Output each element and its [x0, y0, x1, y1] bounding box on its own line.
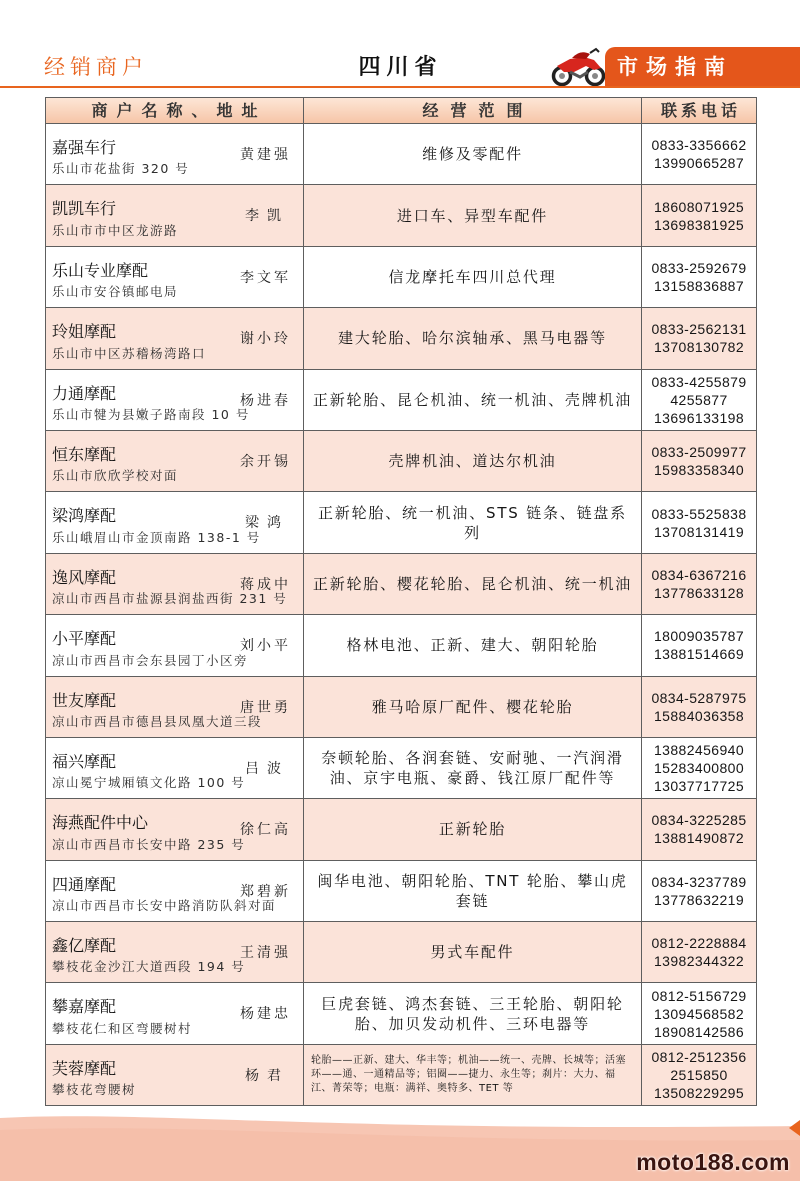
phone-cell	[642, 247, 757, 308]
business-scope-cell	[304, 370, 642, 431]
business-scope: 正新轮胎、樱花轮胎、昆仑机油、统一机油	[312, 574, 633, 593]
phone-number: 13990665287	[653, 155, 745, 172]
phone-number: 15983358340	[653, 462, 745, 479]
business-scope-cell	[304, 308, 642, 369]
phone-number: 0833-3356662	[651, 137, 747, 154]
phone-number: 13982344322	[653, 953, 745, 970]
table-row	[46, 492, 757, 553]
section-tab: 市场指南	[605, 47, 800, 88]
dealer-info-cell	[46, 738, 304, 799]
dealer-info-cell	[46, 983, 304, 1044]
phone-cell	[642, 983, 757, 1044]
dealer-info-cell	[46, 922, 304, 983]
table-row	[46, 738, 757, 799]
phone-number: 0812-5156729	[651, 987, 747, 1004]
dealer-address: 凉山市西昌市会东县园丁小区旁	[52, 652, 249, 668]
dealer-address: 乐山市中区苏稽杨湾路口	[52, 345, 207, 361]
page-header	[0, 0, 800, 92]
dealer-name: 凯凯车行	[52, 199, 117, 219]
dealer-contact-person: 梁鸿	[245, 515, 289, 532]
dealer-name: 鑫亿摩配	[52, 936, 117, 956]
business-scope: 壳牌机油、道达尔机油	[388, 452, 557, 471]
table-header-row	[46, 98, 757, 124]
business-scope: 信龙摩托车四川总代理	[388, 267, 557, 286]
dealer-address: 攀枝花金沙江大道西段 194 号	[52, 959, 246, 975]
dealer-address: 凉山市西昌市盐源县润盐西街 231 号	[52, 591, 288, 607]
dealer-info-cell	[46, 861, 304, 922]
table-row	[46, 615, 757, 676]
phone-cell	[642, 554, 757, 615]
dealer-name: 福兴摩配	[52, 751, 117, 771]
dealer-address: 凉山冕宁城厢镇文化路 100 号	[52, 775, 246, 791]
dealer-contact-person: 杨进春	[240, 392, 291, 409]
phone-number: 2515850	[670, 1067, 728, 1084]
business-scope: 雅马哈原厂配件、樱花轮胎	[371, 697, 574, 716]
dealer-info-cell	[46, 615, 304, 676]
dealer-contact-person: 黄建强	[240, 147, 291, 163]
dealer-info-cell	[46, 799, 304, 860]
dealer-name: 玲姐摩配	[52, 322, 117, 342]
business-scope: 男式车配件	[430, 943, 515, 962]
dealer-name: 四通摩配	[52, 874, 117, 894]
business-scope-cell	[304, 799, 642, 860]
dealer-contact-person: 王清强	[240, 945, 291, 962]
dealer-name: 乐山专业摩配	[52, 260, 149, 280]
phone-cell	[642, 492, 757, 553]
dealer-address: 乐山峨眉山市金顶南路 138-1 号	[52, 529, 261, 545]
dealer-name: 力通摩配	[52, 383, 117, 403]
dealer-address: 攀枝花仁和区弯腰树村	[52, 1020, 193, 1036]
dealer-info-cell	[46, 431, 304, 492]
business-scope-cell	[304, 615, 642, 676]
dealer-name: 嘉强车行	[52, 138, 117, 157]
dealer-contact-person: 杨建忠	[240, 1006, 291, 1023]
dealer-name: 海燕配件中心	[52, 813, 149, 833]
phone-cell	[642, 1045, 757, 1106]
dealer-address: 凉山市西昌市德昌县凤凰大道三段	[52, 713, 263, 729]
phone-number: 13094568582	[653, 1005, 745, 1022]
dealer-name: 芙蓉摩配	[52, 1058, 117, 1078]
column-header-name-address: 商户名称、地址	[46, 98, 304, 124]
phone-number: 18608071925	[653, 198, 745, 215]
phone-cell	[642, 738, 757, 799]
business-scope: 格林电池、正新、建大、朝阳轮胎	[346, 636, 599, 655]
phone-number: 0833-4255879	[651, 373, 747, 390]
table-row	[46, 922, 757, 983]
table-row	[46, 431, 757, 492]
business-scope-cell	[304, 983, 642, 1044]
dealer-address: 攀枝花弯腰树	[52, 1082, 137, 1098]
phone-number: 13708131419	[653, 523, 745, 540]
business-scope-cell	[304, 554, 642, 615]
business-scope-cell	[304, 247, 642, 308]
table-row	[46, 677, 757, 738]
section-label: 经销商户	[44, 55, 148, 79]
table-body	[46, 124, 757, 1106]
table-row	[46, 554, 757, 615]
dealer-address: 乐山市犍为县嫩子路南段 10 号	[52, 406, 250, 422]
dealer-contact-person: 唐世勇	[240, 699, 291, 716]
business-scope: 建大轮胎、哈尔滨轴承、黑马电器等	[338, 329, 607, 348]
dealer-contact-person: 李凯	[245, 208, 289, 225]
dealer-name: 小平摩配	[52, 629, 117, 649]
table-row	[46, 308, 757, 369]
phone-number: 18908142586	[653, 1023, 745, 1040]
table-row	[46, 370, 757, 431]
province-title: 四川省	[358, 55, 443, 80]
dealer-contact-person: 徐仁高	[240, 822, 291, 839]
dealer-name: 逸风摩配	[52, 567, 117, 587]
business-scope-cell	[304, 1045, 642, 1106]
phone-number: 13037717725	[653, 778, 745, 795]
business-scope-cell	[304, 738, 642, 799]
phone-cell	[642, 431, 757, 492]
dealer-contact-person: 吕波	[245, 760, 289, 777]
phone-cell	[642, 308, 757, 369]
phone-number: 13778632219	[653, 891, 745, 908]
phone-number: 13882456940	[653, 742, 745, 759]
motorcycle-icon	[550, 44, 606, 88]
phone-cell	[642, 861, 757, 922]
table-row	[46, 799, 757, 860]
business-scope-cell	[304, 185, 642, 246]
dealer-contact-person: 蒋成中	[240, 576, 291, 593]
business-scope: 正新轮胎、昆仑机油、统一机油、壳牌机油	[312, 390, 633, 409]
phone-number: 13708130782	[653, 339, 745, 356]
phone-number: 0834-3225285	[651, 812, 747, 829]
phone-number: 13881514669	[653, 646, 745, 663]
phone-cell	[642, 922, 757, 983]
phone-cell	[642, 799, 757, 860]
phone-number: 13698381925	[653, 216, 745, 233]
business-scope-cell	[304, 124, 642, 185]
dealer-contact-person: 余开锡	[240, 453, 291, 470]
table-row	[46, 1045, 757, 1106]
phone-number: 0833-2509977	[651, 444, 747, 461]
site-url: moto188.com	[636, 1149, 790, 1175]
table-row	[46, 185, 757, 246]
dealer-contact-person: 郑碧新	[240, 883, 291, 900]
dealer-address: 乐山市花盐街 320 号	[52, 161, 190, 177]
dealer-contact-person: 刘小平	[240, 638, 291, 655]
business-scope: 闽华电池、朝阳轮胎、TNT 轮胎、攀山虎套链	[317, 871, 628, 910]
dealer-info-cell	[46, 124, 304, 185]
dealer-info-cell	[46, 554, 304, 615]
dealer-info-cell	[46, 492, 304, 553]
business-scope-cell	[304, 677, 642, 738]
table-row	[46, 124, 757, 185]
table-row	[46, 247, 757, 308]
dealer-address: 乐山市市中区龙游路	[52, 222, 179, 238]
column-header-business-scope: 经营范围	[304, 98, 642, 124]
dealer-name: 梁鸿摩配	[52, 506, 117, 526]
phone-number: 0812-2512356	[651, 1049, 747, 1066]
business-scope: 巨虎套链、鸿杰套链、三王轮胎、朝阳轮胎、加贝发动机件、三环电器等	[321, 994, 624, 1033]
table-row	[46, 983, 757, 1044]
business-scope: 轮胎——正新、建大、华丰等；机油——统一、壳牌、长城等；活塞环——通、一通精品等；铝圈——捷力、永生等；刹片：大力、福江、菁荣等；电瓶：满祥、奥特多、TET 等	[311, 1055, 626, 1095]
dealer-contact-person: 谢小玲	[240, 331, 291, 348]
phone-number: 0834-5287975	[651, 689, 747, 706]
phone-cell	[642, 677, 757, 738]
dealer-name: 恒东摩配	[52, 444, 117, 464]
phone-number: 13881490872	[653, 830, 745, 847]
dealer-info-cell	[46, 185, 304, 246]
business-scope-cell	[304, 861, 642, 922]
dealer-contact-person: 杨君	[245, 1067, 289, 1084]
dealer-info-cell	[46, 677, 304, 738]
business-scope: 维修及零配件	[422, 145, 523, 164]
business-scope: 正新轮胎	[438, 820, 507, 839]
business-scope: 进口车、异型车配件	[396, 206, 549, 225]
business-scope: 正新轮胎、统一机油、STS 链条、链盘系列	[318, 503, 627, 542]
phone-number: 0833-2592679	[651, 259, 747, 276]
dealer-contact-person: 李文军	[240, 269, 291, 286]
phone-number: 13778633128	[653, 584, 745, 601]
business-scope-cell	[304, 431, 642, 492]
business-scope-cell	[304, 492, 642, 553]
dealer-name: 世友摩配	[52, 690, 117, 710]
phone-number: 0834-6367216	[651, 566, 747, 583]
dealer-info-cell	[46, 370, 304, 431]
phone-number: 0812-2228884	[651, 935, 747, 952]
dealer-address: 乐山市欣欣学校对面	[52, 468, 179, 484]
phone-number: 13696133198	[653, 409, 745, 426]
dealer-address: 乐山市安谷镇邮电局	[52, 284, 179, 300]
phone-cell	[642, 124, 757, 185]
phone-number: 13508229295	[653, 1085, 745, 1102]
phone-cell	[642, 615, 757, 676]
phone-number: 18009035787	[653, 628, 745, 645]
dealer-table	[45, 97, 757, 1106]
business-scope-cell	[304, 922, 642, 983]
phone-number: 0834-3237789	[651, 873, 747, 890]
dealer-name: 攀嘉摩配	[52, 997, 117, 1017]
dealer-address: 凉山市西昌市长安中路消防队斜对面	[52, 898, 277, 914]
phone-cell	[642, 370, 757, 431]
column-header-phone: 联系电话	[642, 98, 757, 124]
phone-number: 0833-2562131	[651, 321, 747, 338]
phone-number: 4255877	[670, 391, 728, 408]
header-divider	[0, 86, 800, 88]
phone-cell	[642, 185, 757, 246]
table-row	[46, 861, 757, 922]
phone-number: 0833-5525838	[651, 505, 747, 522]
phone-number: 13158836887	[653, 277, 745, 294]
dealer-info-cell	[46, 1045, 304, 1106]
dealer-info-cell	[46, 308, 304, 369]
dealer-address: 凉山市西昌市长安中路 235 号	[52, 836, 246, 852]
dealer-info-cell	[46, 247, 304, 308]
phone-number: 15884036358	[653, 707, 745, 724]
phone-number: 15283400800	[653, 760, 745, 777]
business-scope: 奈顿轮胎、各润套链、安耐驰、一汽润滑油、京宇电瓶、豪爵、钱江原厂配件等	[321, 749, 624, 788]
